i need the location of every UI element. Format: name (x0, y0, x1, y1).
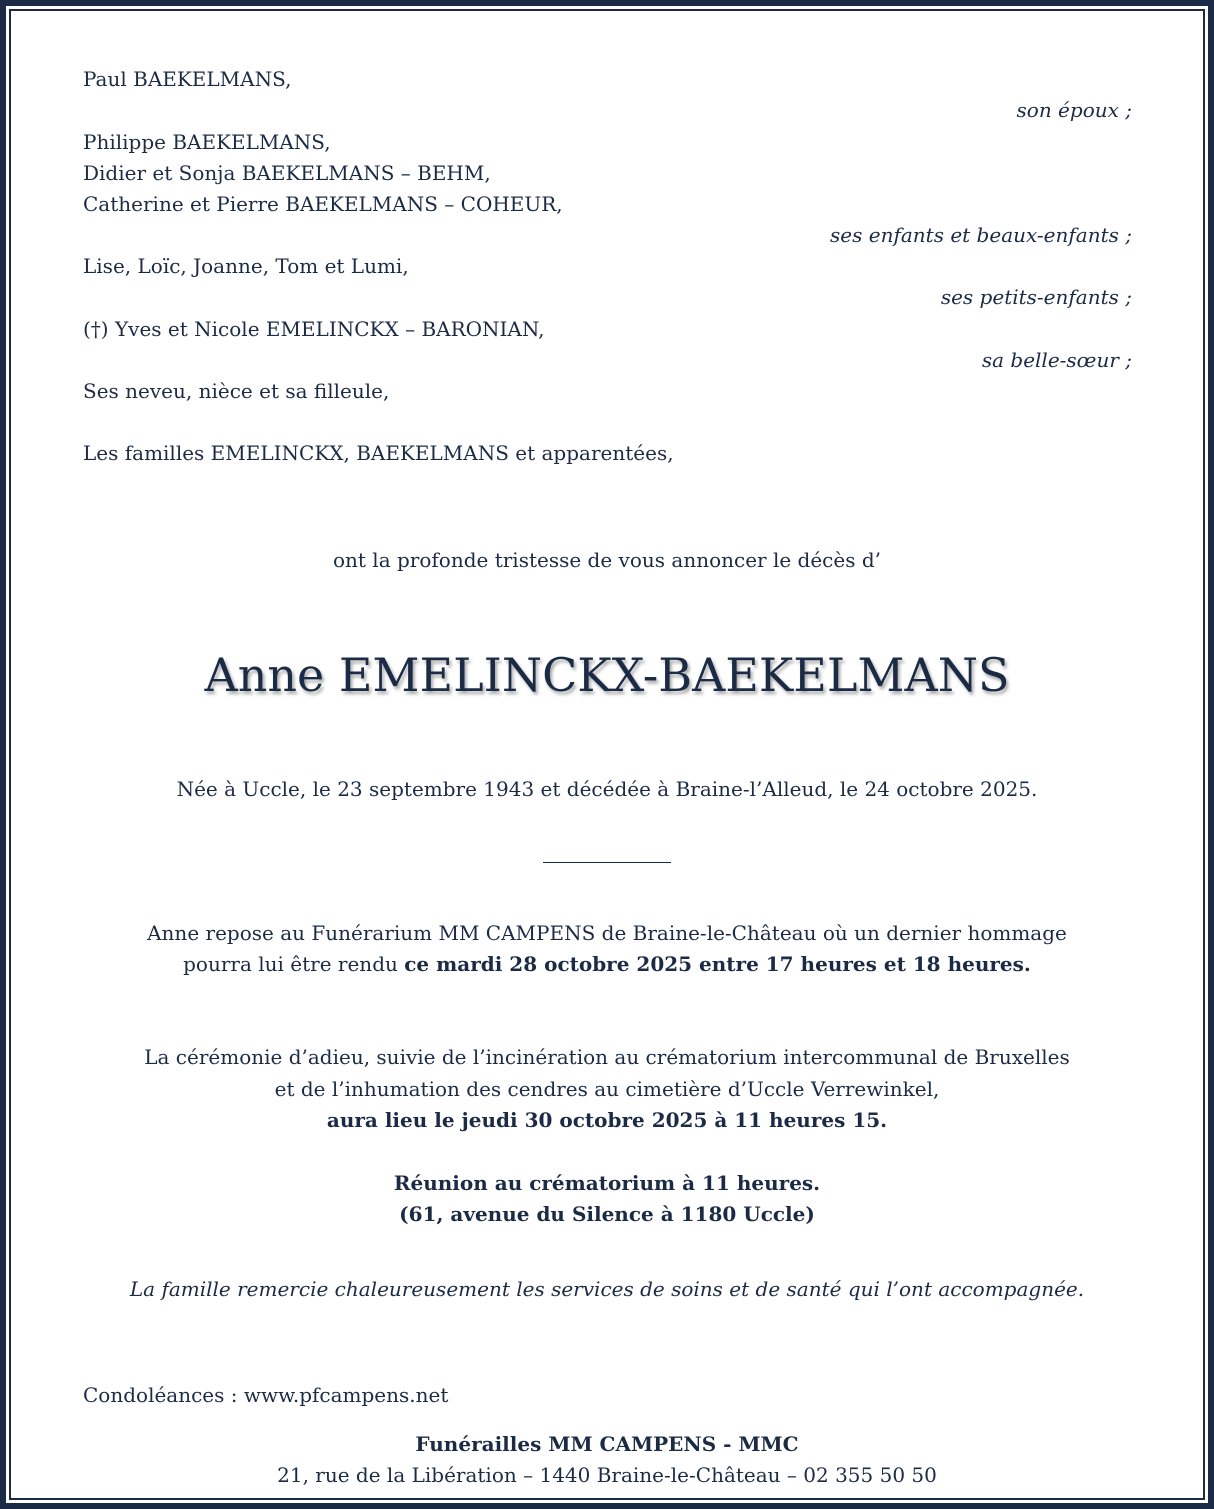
birth-death: Née à Uccle, le 23 septembre 1943 et décédée à Braine-l’Alleud, le 24 octobre 2025. (176, 777, 1038, 801)
ceremony-line-2: et de l’inhumation des cendres au cimetière d’Uccle Verrewinkel, (274, 1077, 940, 1101)
sister-in-law-role: sa belle-sœur ; (981, 348, 1132, 372)
funeral-home-name: Funérailles MM CAMPENS - MMC (415, 1432, 799, 1456)
deceased-name: Anne EMELINCKX-BAEKELMANS (204, 648, 1010, 702)
visitation-plain: pourra lui être rendu (183, 952, 405, 976)
ceremony-line-1: La cérémonie d’adieu, suivie de l’incinération au crématorium intercommunal de Bruxelles (144, 1045, 1070, 1069)
child-2: Didier et Sonja BAEKELMANS – BEHM, (83, 161, 491, 185)
child-1: Philippe BAEKELMANS, (83, 130, 331, 154)
condolences: Condoléances : www.pfcampens.net (83, 1383, 449, 1407)
families: Les familles EMELINCKX, BAEKELMANS et apparentées, (83, 441, 674, 465)
grandchildren-role: ses petits-enfants ; (940, 285, 1132, 309)
sister-in-law: (†) Yves et Nicole EMELINCKX – BARONIAN, (83, 317, 545, 341)
ceremony-date: aura lieu le jeudi 30 octobre 2025 à 11 heures 15. (326, 1108, 888, 1132)
funeral-home-address: 21, rue de la Libération – 1440 Braine-le-Château – 02 355 50 50 (277, 1463, 937, 1487)
visitation-line-1: Anne repose au Funérarium MM CAMPENS de Braine-le-Château où un dernier hommage (147, 921, 1067, 945)
divider (543, 862, 671, 863)
visitation-date: ce mardi 28 octobre 2025 entre 17 heures et 18 heures. (404, 952, 1031, 976)
visitation-line-2 (0, 952, 1214, 976)
child-3: Catherine et Pierre BAEKELMANS – COHEUR, (83, 192, 563, 216)
meeting-line-1: Réunion au crématorium à 11 heures. (393, 1171, 821, 1195)
children-role: ses enfants et beaux-enfants ; (830, 223, 1132, 247)
announcement: ont la profonde tristesse de vous annoncer le décès d’ (332, 548, 882, 572)
husband-role: son époux ; (1016, 98, 1132, 122)
thanks: La famille remercie chaleureusement les services de soins et de santé qui l’ont accompagnée. (129, 1277, 1085, 1301)
nephews: Ses neveu, nièce et sa filleule, (83, 379, 390, 403)
grandchildren: Lise, Loïc, Joanne, Tom et Lumi, (83, 254, 409, 278)
meeting-address: (61, avenue du Silence à 1180 Uccle) (399, 1202, 815, 1226)
husband-name: Paul BAEKELMANS, (83, 67, 292, 91)
